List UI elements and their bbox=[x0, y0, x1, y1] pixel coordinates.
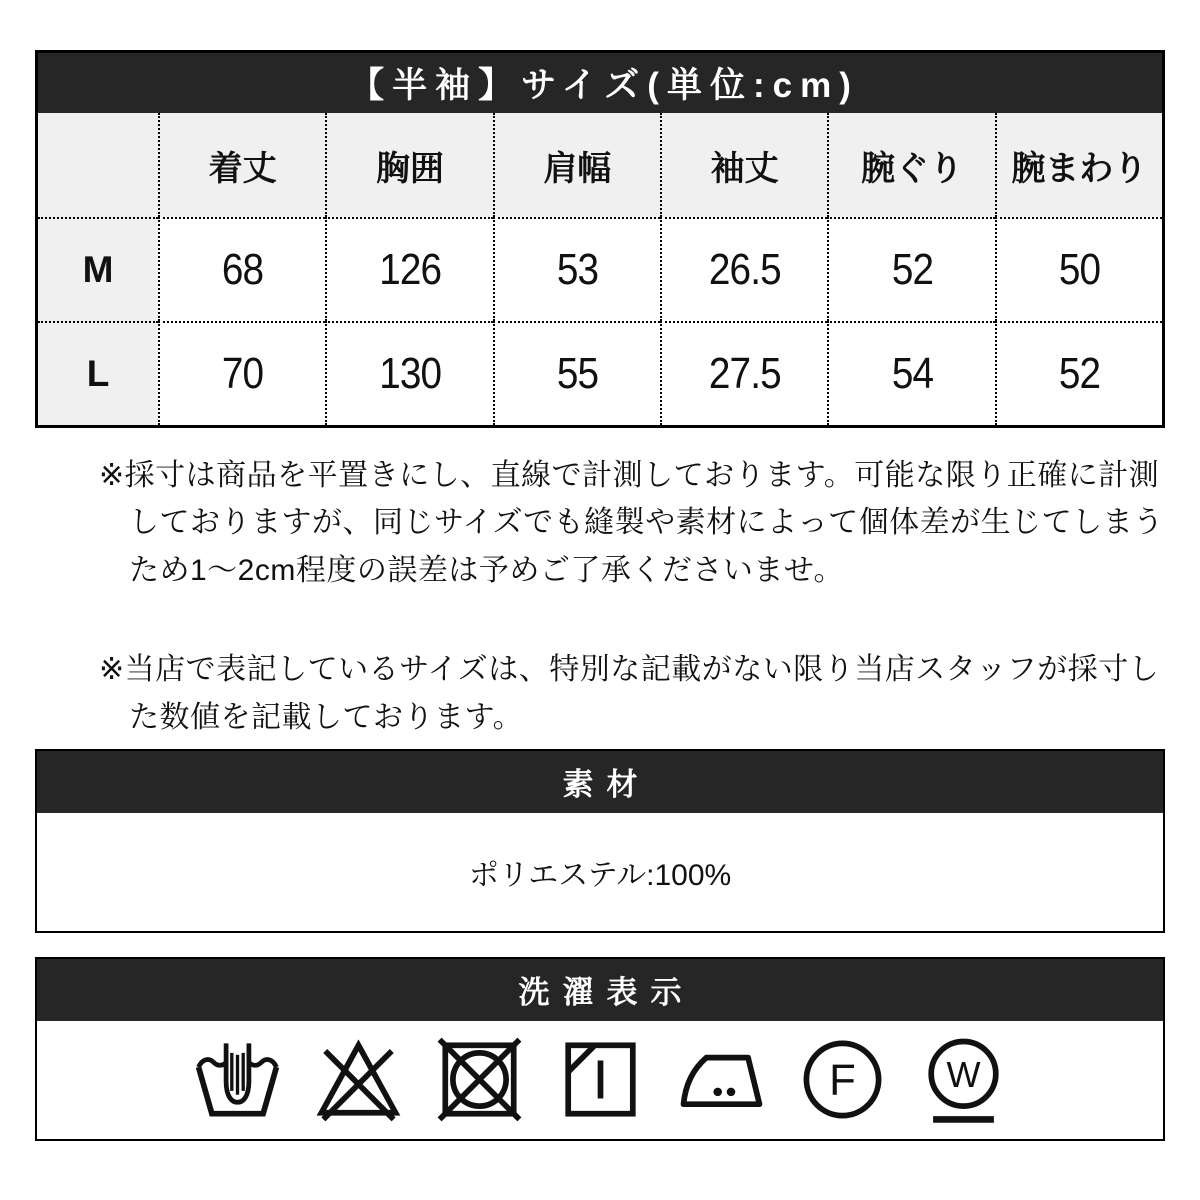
column-header-armhole: 腕ぐり bbox=[827, 113, 994, 217]
size-chart-title: 【半袖】サイズ(単位:cm) bbox=[38, 53, 1162, 113]
size-chart-table bbox=[35, 50, 1165, 428]
shade-line-dry-icon bbox=[553, 1032, 648, 1127]
notes-block bbox=[99, 452, 1189, 741]
dry-clean-f-icon bbox=[795, 1032, 890, 1127]
size-label-l: L bbox=[38, 321, 158, 425]
material-title: 素材 bbox=[37, 751, 1163, 813]
wet-clean-w-icon bbox=[916, 1032, 1011, 1127]
staff-measured-note: ※当店で表記しているサイズは、特別な記載がない限り当店スタッフが採寸した数値を記載しております。 bbox=[99, 653, 1160, 734]
svg-text:F: F bbox=[828, 1056, 856, 1106]
value-l-shoulder: 55 bbox=[493, 321, 660, 425]
laundry-section bbox=[35, 957, 1165, 1141]
measurement-note: ※採寸は商品を平置きにし、直線で計測しております。可能な限り正確に計測しておりますが、同じサイズでも縫製や素材によって個体差が生じてしまうため1〜2cm程度の誤差は予めご了承くださいませ。 bbox=[99, 459, 1164, 587]
corner-cell bbox=[38, 113, 158, 217]
value-l-chest: 130 bbox=[325, 321, 492, 425]
laundry-title: 洗濯表示 bbox=[37, 959, 1163, 1021]
column-header-length: 着丈 bbox=[158, 113, 325, 217]
column-header-shoulder: 肩幅 bbox=[493, 113, 660, 217]
do-not-bleach-icon bbox=[311, 1032, 406, 1127]
value-l-length: 70 bbox=[158, 321, 325, 425]
value-m-chest: 126 bbox=[325, 217, 492, 321]
do-not-tumble-dry-icon bbox=[432, 1032, 527, 1127]
svg-text:W: W bbox=[945, 1054, 981, 1096]
column-header-arm-width: 腕まわり bbox=[995, 113, 1162, 217]
value-m-length: 68 bbox=[158, 217, 325, 321]
size-label-m: M bbox=[38, 217, 158, 321]
value-l-arm-width: 52 bbox=[995, 321, 1162, 425]
value-m-shoulder: 53 bbox=[493, 217, 660, 321]
value-l-armhole: 54 bbox=[827, 321, 994, 425]
value-m-arm-width: 50 bbox=[995, 217, 1162, 321]
material-value: ポリエステル:100% bbox=[37, 813, 1163, 931]
column-header-chest: 胸囲 bbox=[325, 113, 492, 217]
laundry-icon-row bbox=[37, 1021, 1163, 1139]
iron-two-dots-icon bbox=[674, 1032, 769, 1127]
value-m-armhole: 52 bbox=[827, 217, 994, 321]
value-m-sleeve: 26.5 bbox=[660, 217, 827, 321]
material-section bbox=[35, 749, 1165, 933]
column-header-sleeve: 袖丈 bbox=[660, 113, 827, 217]
hand-wash-icon bbox=[190, 1032, 285, 1127]
value-l-sleeve: 27.5 bbox=[660, 321, 827, 425]
